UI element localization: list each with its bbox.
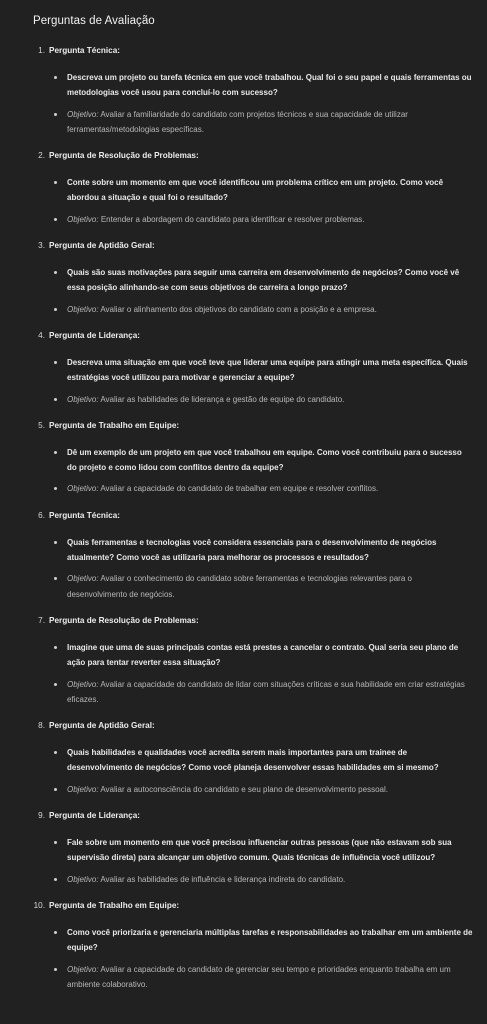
objective-label: Objetivo:	[67, 484, 99, 494]
question-text: Fale sobre um momento em que você precisou influenciar outras pessoas (que não estavam sob sua supervisão direta) para alcançar um objetivo comum. Quais técnicas de influência você utilizou?	[33, 835, 473, 866]
question-title: Pergunta de Resolução de Problemas:	[49, 151, 199, 161]
question-title: Pergunta Técnica:	[49, 510, 120, 520]
question-title: Pergunta de Liderança:	[49, 811, 140, 821]
objective-label: Objetivo:	[67, 214, 99, 224]
question-title: Pergunta de Resolução de Problemas:	[49, 615, 199, 625]
question-item	[33, 419, 473, 497]
objective-label: Objetivo:	[67, 304, 99, 314]
objective-label: Objetivo:	[67, 784, 99, 794]
objective-text: Entender a abordagem do candidato para identificar e resolver problemas.	[100, 214, 365, 224]
question-item	[33, 509, 473, 602]
question-objective	[33, 212, 473, 227]
question-item	[33, 149, 473, 227]
question-number: 4.	[38, 330, 45, 340]
question-text: Quais ferramentas e tecnologias você considera essenciais para o desenvolvimento de negócios atualmente? Como você as utilizaria para melhorar os processos e resultados?	[33, 535, 473, 566]
objective-text: Avaliar a capacidade do candidato de trabalhar em equipe e resolver conflitos.	[100, 484, 379, 494]
question-objective	[33, 571, 473, 602]
question-number: 3.	[38, 241, 45, 251]
question-text: Conte sobre um momento em que você identificou um problema crítico em um projeto. Como você abordou a situação e qual foi o resultado?	[33, 175, 473, 206]
question-number: 6.	[38, 510, 45, 520]
objective-text: Avaliar a familiaridade do candidato com projetos técnicos e sua capacidade de utilizar ferramentas/metodologias específicas.	[67, 109, 408, 134]
question-bullets	[33, 640, 473, 707]
question-objective	[33, 872, 473, 887]
objective-text: Avaliar o alinhamento dos objetivos do candidato com a posição e a empresa.	[100, 304, 377, 314]
objective-text: Avaliar o conhecimento do candidato sobre ferramentas e tecnologias relevantes para o desenvolvimento de negócios.	[67, 574, 412, 599]
question-title: Pergunta de Liderança:	[49, 330, 140, 340]
question-objective	[33, 962, 473, 993]
question-text: Descreva um projeto ou tarefa técnica em que você trabalhou. Qual foi o seu papel e quais ferramentas ou metodologias você usou para concluí-lo com sucesso?	[33, 70, 473, 101]
question-bullets	[33, 265, 473, 317]
question-bullets	[33, 835, 473, 887]
objective-label: Objetivo:	[67, 394, 99, 404]
question-item	[33, 719, 473, 797]
question-bullets	[33, 445, 473, 497]
question-bullets	[33, 175, 473, 227]
objective-label: Objetivo:	[67, 574, 99, 584]
question-objective	[33, 677, 473, 708]
question-text: Quais habilidades e qualidades você acredita serem mais importantes para um trainee de desenvolvimento de negócios? Como você planeja desenvolver essas habilidades em si mesmo?	[33, 745, 473, 776]
objective-text: Avaliar a capacidade do candidato de gerenciar seu tempo e prioridades enquanto trabalha em um ambiente colaborativo.	[67, 964, 451, 989]
question-list	[33, 44, 473, 992]
question-title: Pergunta de Trabalho em Equipe:	[49, 900, 180, 910]
question-objective	[33, 782, 473, 797]
question-number: 7.	[38, 615, 45, 625]
objective-text: Avaliar as habilidades de liderança e gestão de equipe do candidato.	[100, 394, 345, 404]
objective-label: Objetivo:	[67, 679, 99, 689]
question-item	[33, 44, 473, 137]
question-title: Pergunta Técnica:	[49, 46, 120, 55]
question-text: Quais são suas motivações para seguir uma carreira em desenvolvimento de negócios? Como você vê essa posição alinhando-se com seus objetivos de carreira a longo prazo?	[33, 265, 473, 296]
question-item	[33, 239, 473, 317]
question-number: 1.	[38, 46, 45, 55]
question-bullets	[33, 355, 473, 407]
question-title: Pergunta de Aptidão Geral:	[49, 241, 155, 251]
objective-label: Objetivo:	[67, 874, 99, 884]
question-text: Dê um exemplo de um projeto em que você trabalhou em equipe. Como você contribuiu para o sucesso do projeto e como lidou com conflitos dentro da equipe?	[33, 445, 473, 476]
question-number: 2.	[38, 151, 45, 161]
question-objective	[33, 481, 473, 496]
question-number: 9.	[38, 811, 45, 821]
question-item	[33, 614, 473, 707]
question-objective	[33, 107, 473, 138]
objective-label: Objetivo:	[67, 109, 99, 119]
question-text: Descreva uma situação em que você teve que liderar uma equipe para atingir uma meta específica. Quais estratégias você utilizou para motivar e gerenciar a equipe?	[33, 355, 473, 386]
question-title: Pergunta de Aptidão Geral:	[49, 721, 155, 731]
page-heading: Perguntas de Avaliação	[33, 15, 155, 27]
question-text: Como você priorizaria e gerenciaria múltiplas tarefas e responsabilidades ao trabalhar em um ambiente de equipe?	[33, 925, 473, 956]
question-title: Pergunta de Trabalho em Equipe:	[49, 420, 180, 430]
objective-text: Avaliar a autoconsciência do candidato e seu plano de desenvolvimento pessoal.	[100, 784, 388, 794]
objective-text: Avaliar a capacidade do candidato de lidar com situações críticas e sua habilidade em criar estratégias eficazes.	[67, 679, 465, 704]
question-bullets	[33, 535, 473, 602]
question-objective	[33, 392, 473, 407]
question-bullets	[33, 925, 473, 992]
objective-text: Avaliar as habilidades de influência e liderança indireta do candidato.	[100, 874, 346, 884]
question-number: 5.	[38, 420, 45, 430]
question-text: Imagine que uma de suas principais contas está prestes a cancelar o contrato. Qual seria seu plano de ação para tentar reverter essa situação?	[33, 640, 473, 671]
question-item	[33, 809, 473, 887]
objective-label: Objetivo:	[67, 964, 99, 974]
question-number: 8.	[38, 721, 45, 731]
question-item	[33, 899, 473, 992]
question-objective	[33, 302, 473, 317]
question-item	[33, 329, 473, 407]
question-number: 10.	[33, 900, 45, 910]
question-bullets	[33, 70, 473, 137]
question-bullets	[33, 745, 473, 797]
